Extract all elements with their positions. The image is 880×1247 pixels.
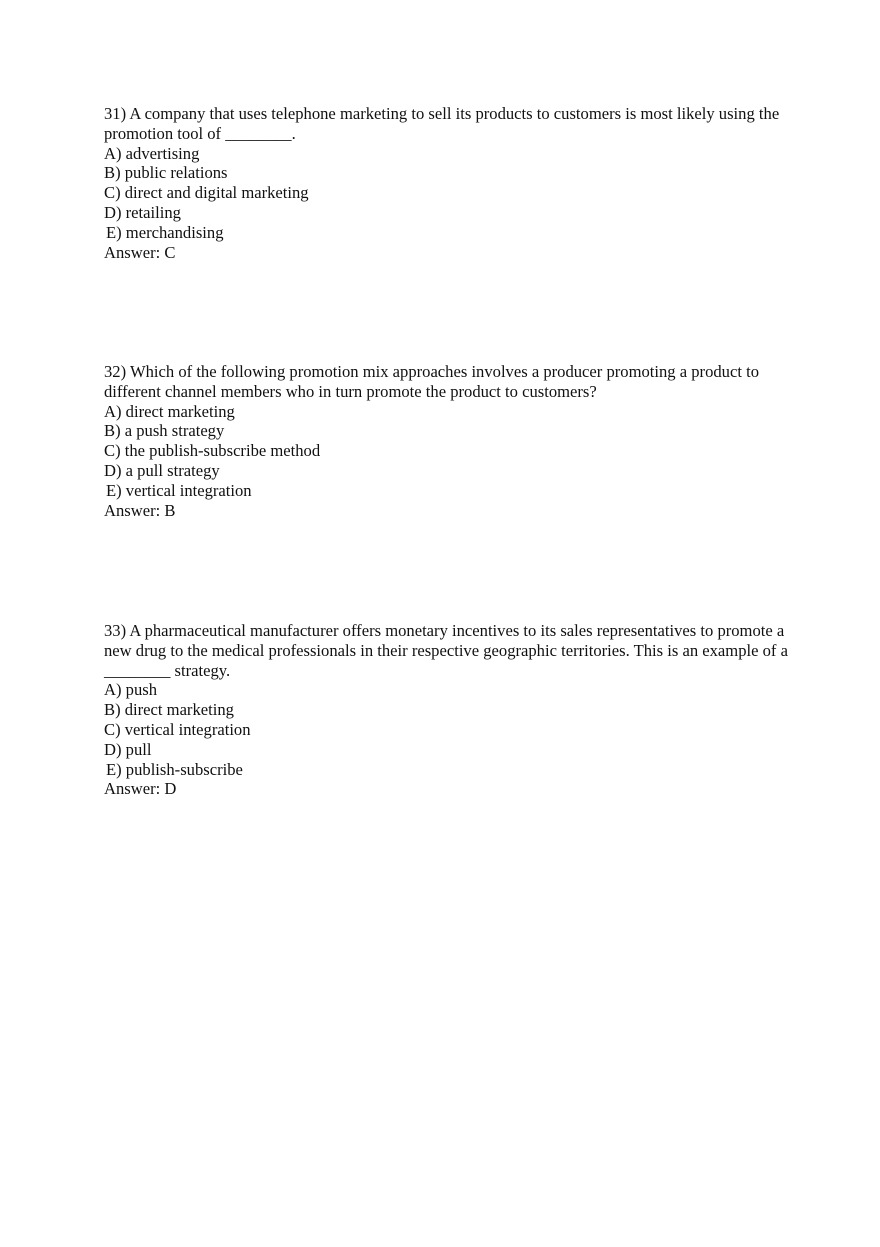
option-c: C) the publish-subscribe method [104,441,321,461]
option-c: C) direct and digital marketing [104,183,309,203]
option-a: A) advertising [104,143,200,163]
option-b: B) a push strategy [104,421,225,441]
option-b: B) direct marketing [104,700,234,720]
question-stem: 33) A pharmaceutical manufacturer offers monetary incentives to its sales representatives to promote a new drug to the medical professionals in their respective geographic territories. This is an example of a ________ strategy. [104,621,788,680]
option-a: A) direct marketing [104,401,235,421]
option-e: E) vertical integration [106,480,252,500]
option-d: D) retailing [104,202,181,222]
answer: Answer: D [104,779,177,799]
question-31 [104,104,794,262]
option-d: D) a pull strategy [104,460,220,480]
option-c: C) vertical integration [104,719,251,739]
answer: Answer: B [104,500,176,520]
question-stem: 31) A company that uses telephone marketing to sell its products to customers is most likely using the promotion tool of ________. [104,104,780,143]
option-a: A) push [104,680,158,700]
option-e: E) merchandising [106,222,224,242]
option-d: D) pull [104,739,152,759]
question-33 [104,621,794,799]
question-stem: 32) Which of the following promotion mix approaches involves a producer promoting a product to different channel members who in turn promote the product to customers? [104,362,759,401]
option-b: B) public relations [104,163,228,183]
option-e: E) publish-subscribe [106,759,243,779]
answer: Answer: C [104,242,176,262]
question-32 [104,362,794,520]
